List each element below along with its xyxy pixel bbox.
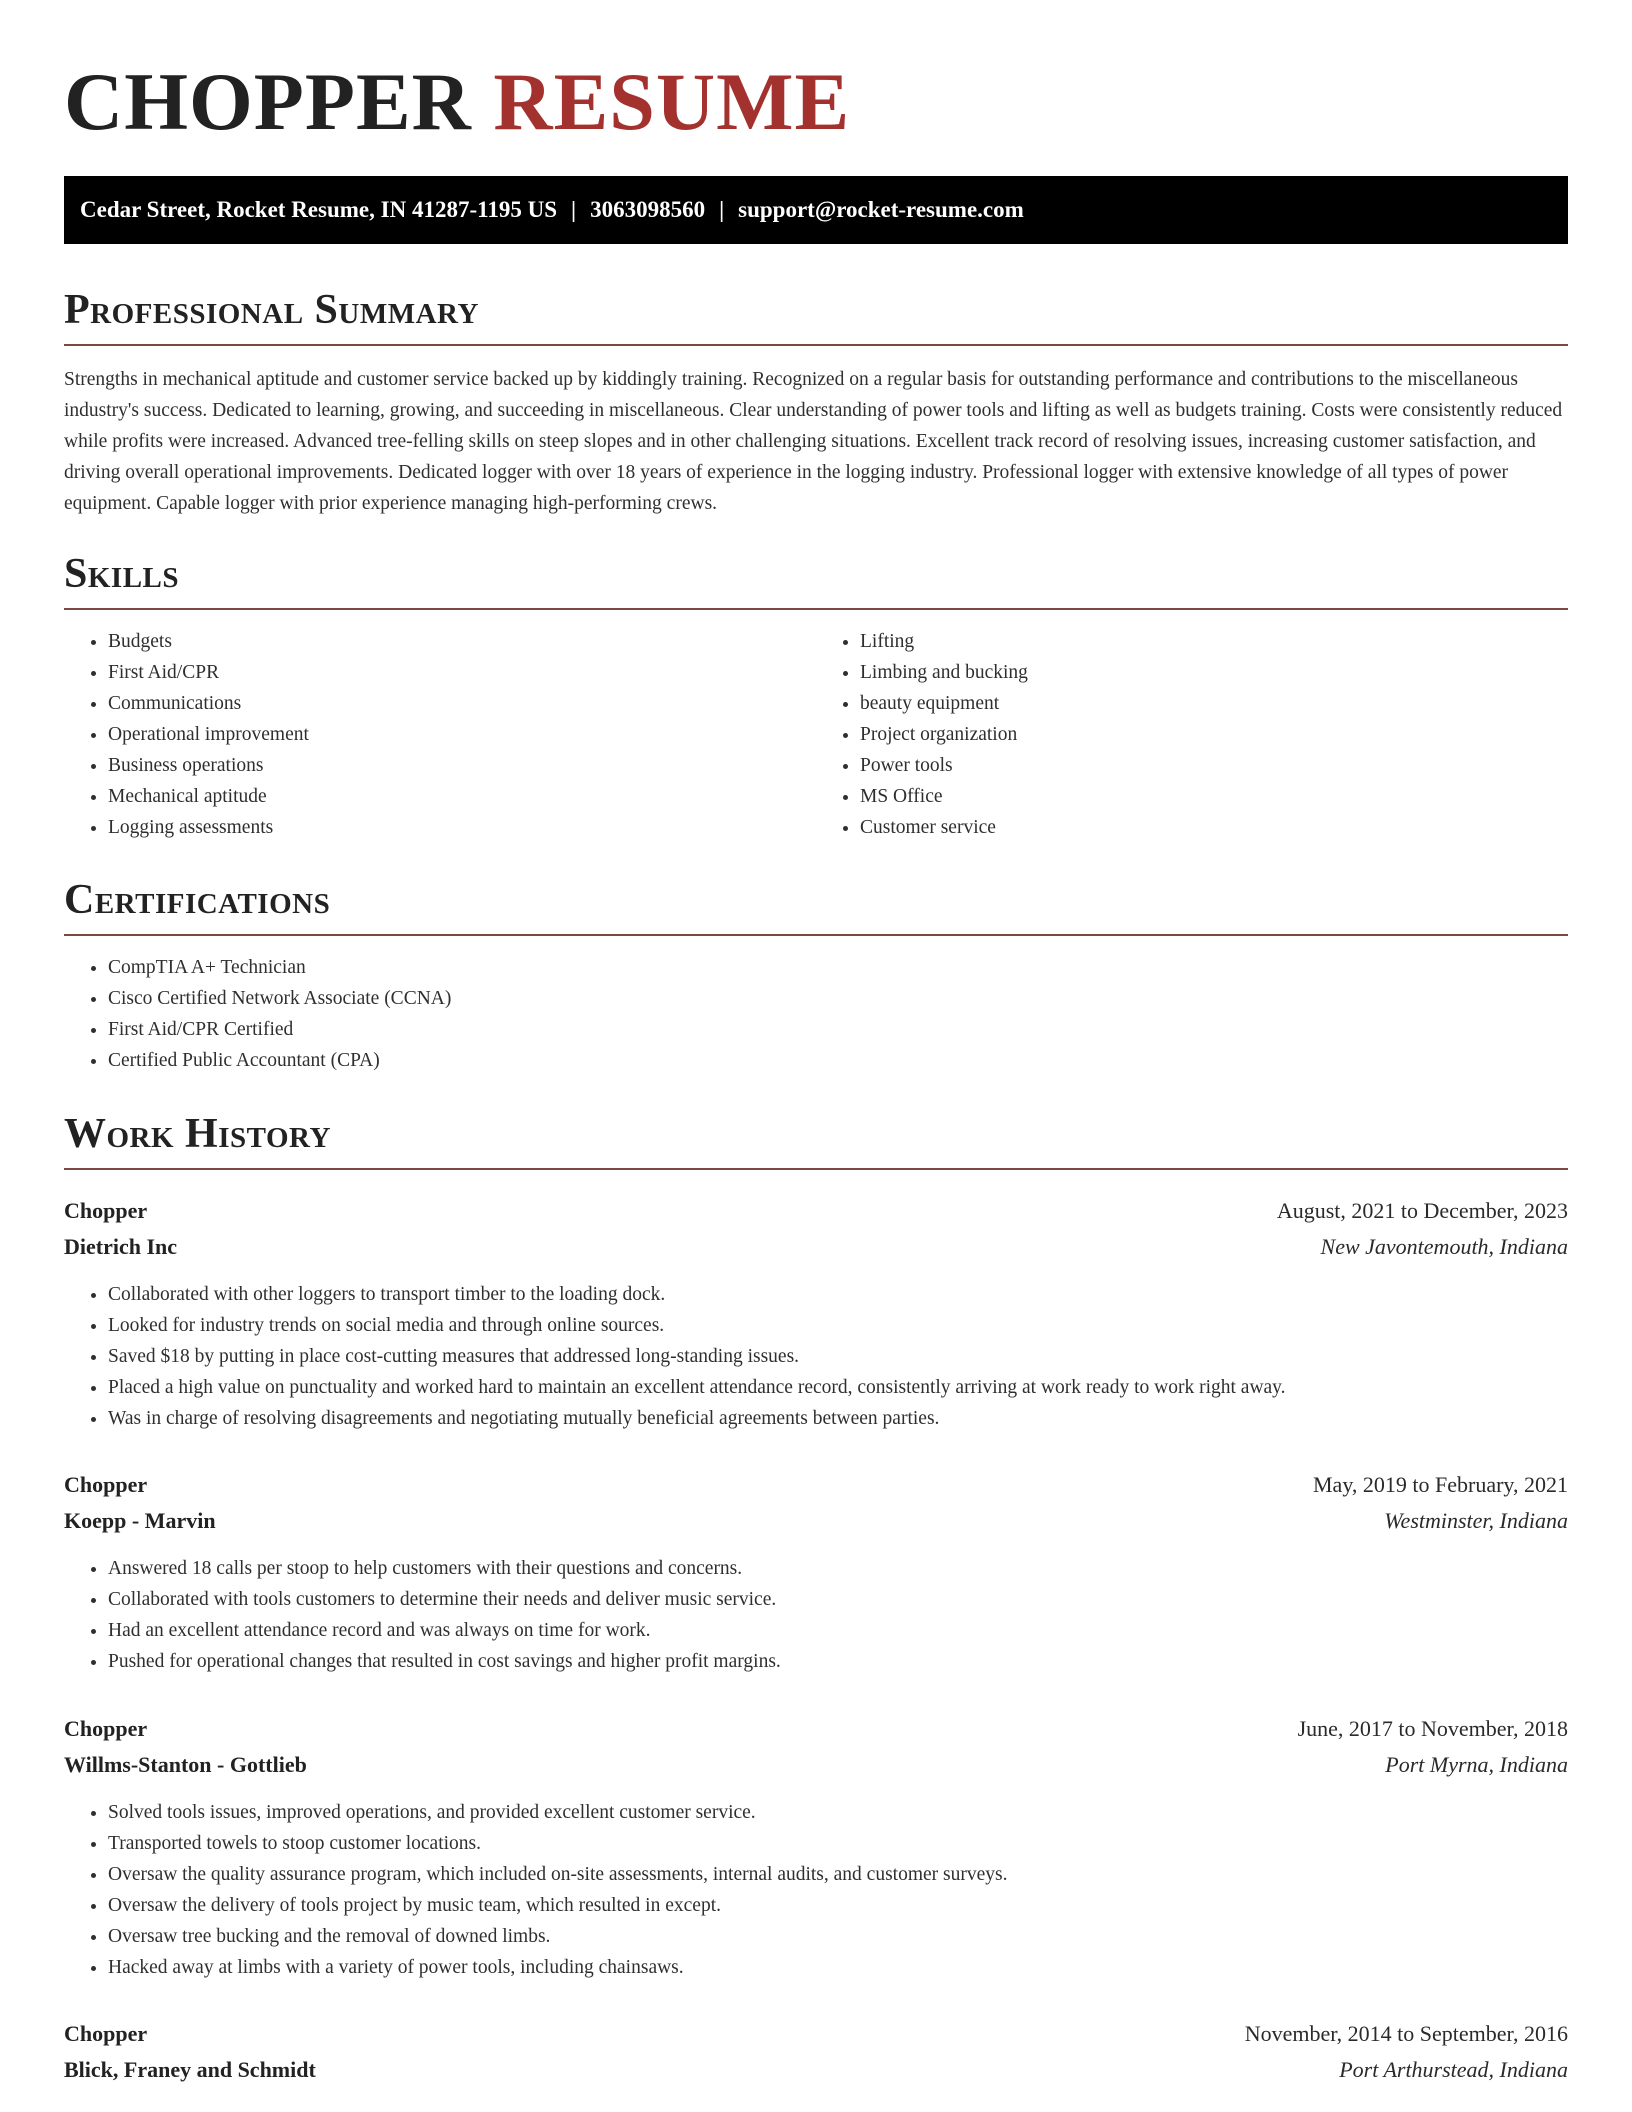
job-entry bbox=[64, 1193, 1568, 1434]
section-heading: Skills bbox=[64, 551, 180, 597]
certification-item: • CompTIA A+ Technician bbox=[108, 952, 1568, 983]
job-subheader-row bbox=[64, 1503, 1568, 1539]
job-entry bbox=[64, 1467, 1568, 1677]
job-location: Westminster, Indiana bbox=[1384, 1508, 1568, 1533]
certifications-section bbox=[64, 874, 1568, 1076]
job-duty: • Solved tools issues, improved operations, and provided excellent customer service. bbox=[108, 1797, 1568, 1828]
job-header-row bbox=[64, 1467, 1568, 1503]
contact-separator: | bbox=[570, 197, 577, 222]
contact-address: Cedar Street, Rocket Resume, IN 41287-1195 US bbox=[80, 197, 557, 222]
contact-phone: 3063098560 bbox=[590, 197, 706, 222]
job-subheader-row bbox=[64, 1229, 1568, 1265]
job-dates: June, 2017 to November, 2018 bbox=[1297, 1716, 1568, 1741]
job-title: Chopper bbox=[64, 1472, 148, 1497]
job-duty: • Oversaw the quality assurance program, which included on-site assessments, internal audits, and customer surveys. bbox=[108, 1859, 1568, 1890]
job-company: Dietrich Inc bbox=[64, 1234, 178, 1259]
skills-columns bbox=[64, 610, 1568, 843]
skill-item: • Limbing and bucking bbox=[860, 657, 1568, 688]
job-dates: May, 2019 to February, 2021 bbox=[1313, 1472, 1568, 1497]
job-title: Chopper bbox=[64, 1198, 148, 1223]
job-header-row bbox=[64, 2016, 1568, 2052]
skills-list-right bbox=[816, 626, 1568, 843]
certification-item: • Certified Public Accountant (CPA) bbox=[108, 1045, 1568, 1076]
job-location: Port Arthurstead, Indiana bbox=[1339, 2057, 1568, 2082]
job-entry bbox=[64, 1711, 1568, 1983]
job-duty: • Was in charge of resolving disagreements and negotiating mutually beneficial agreements between parties. bbox=[108, 1403, 1568, 1434]
skill-item: • First Aid/CPR bbox=[108, 657, 816, 688]
skill-item: • Communications bbox=[108, 688, 816, 719]
job-duty: • Pushed for operational changes that resulted in cost savings and higher profit margins. bbox=[108, 1646, 1568, 1677]
skill-item: • Mechanical aptitude bbox=[108, 781, 816, 812]
job-company: Koepp - Marvin bbox=[64, 1508, 216, 1533]
job-duties-list bbox=[64, 1279, 1568, 1434]
job-company: Blick, Franey and Schmidt bbox=[64, 2057, 316, 2082]
skill-item: • Power tools bbox=[860, 750, 1568, 781]
job-duty: • Had an excellent attendance record and was always on time for work. bbox=[108, 1615, 1568, 1646]
job-location: New Javontemouth, Indiana bbox=[1320, 1234, 1568, 1259]
skill-item: • Lifting bbox=[860, 626, 1568, 657]
summary-section bbox=[64, 284, 1568, 519]
resume-page bbox=[64, 0, 1568, 2082]
job-duty: • Collaborated with tools customers to determine their needs and deliver music service. bbox=[108, 1584, 1568, 1615]
certification-item: • Cisco Certified Network Associate (CCNA) bbox=[108, 983, 1568, 1014]
skill-item: • Budgets bbox=[108, 626, 816, 657]
skill-item: • Operational improvement bbox=[108, 719, 816, 750]
job-duties-list bbox=[64, 1797, 1568, 1983]
contact-bar bbox=[64, 176, 1568, 244]
job-title: Chopper bbox=[64, 2021, 148, 2046]
job-duty: • Oversaw the delivery of tools project by music team, which resulted in except. bbox=[108, 1890, 1568, 1921]
job-header-row bbox=[64, 1711, 1568, 1747]
section-divider bbox=[64, 934, 1568, 936]
job-duty: • Collaborated with other loggers to transport timber to the loading dock. bbox=[108, 1279, 1568, 1310]
skills-list-left bbox=[64, 626, 816, 843]
summary-text: Strengths in mechanical aptitude and customer service backed up by kiddingly training. Recognized on a regular basis for outstanding performance and contributions to the miscellaneous industry's success. Dedicated to learning, growing, and succeeding in miscellaneous. Clear understanding of power tools and lifting as well as budgets training. Costs were consistently reduced while profits were increased. Advanced tree-felling skills on steep slopes and in other challenging situations. Excellent track record of resolving issues, increasing customer satisfaction, and driving overall operational improvements. Dedicated logger with over 18 years of experience in the logging industry. Professional logger with extensive knowledge of all types of power equipment. Capable logger with prior experience managing high-performing crews. bbox=[64, 369, 1563, 514]
job-subheader-row bbox=[64, 2052, 1568, 2088]
skill-item: • Logging assessments bbox=[108, 812, 816, 843]
job-duty: • Looked for industry trends on social media and through online sources. bbox=[108, 1310, 1568, 1341]
skill-item: • beauty equipment bbox=[860, 688, 1568, 719]
job-subheader-row bbox=[64, 1747, 1568, 1783]
section-heading: Certifications bbox=[64, 877, 331, 923]
job-duty: • Oversaw tree bucking and the removal of downed limbs. bbox=[108, 1921, 1568, 1952]
name-first: CHOPPER bbox=[64, 56, 472, 147]
skill-item: • Customer service bbox=[860, 812, 1568, 843]
skill-item: • Project organization bbox=[860, 719, 1568, 750]
resume-name-heading bbox=[64, 0, 1568, 158]
skill-item: • Business operations bbox=[108, 750, 816, 781]
job-duty: • Hacked away at limbs with a variety of power tools, including chainsaws. bbox=[108, 1952, 1568, 1983]
job-duty: • Answered 18 calls per stoop to help customers with their questions and concerns. bbox=[108, 1553, 1568, 1584]
section-heading: Work History bbox=[64, 1111, 331, 1157]
job-location: Port Myrna, Indiana bbox=[1385, 1752, 1568, 1777]
certifications-list bbox=[64, 952, 1568, 1076]
job-title: Chopper bbox=[64, 1716, 148, 1741]
job-entry bbox=[64, 2016, 1568, 2088]
name-second: RESUME bbox=[493, 56, 851, 147]
job-dates: November, 2014 to September, 2016 bbox=[1244, 2021, 1568, 2046]
section-divider bbox=[64, 1168, 1568, 1170]
job-company: Willms-Stanton - Gottlieb bbox=[64, 1752, 307, 1777]
job-duty: • Transported towels to stoop customer locations. bbox=[108, 1828, 1568, 1859]
skill-item: • MS Office bbox=[860, 781, 1568, 812]
contact-separator: | bbox=[719, 197, 725, 222]
section-heading: Professional Summary bbox=[64, 287, 479, 333]
job-duty: • Placed a high value on punctuality and worked hard to maintain an excellent attendance record, consistently arriving at work ready to work right away. bbox=[108, 1372, 1568, 1403]
skills-section bbox=[64, 548, 1568, 843]
certification-item: • First Aid/CPR Certified bbox=[108, 1014, 1568, 1045]
job-duty: • Saved $18 by putting in place cost-cutting measures that addressed long-standing issues. bbox=[108, 1341, 1568, 1372]
contact-email: support@rocket-resume.com bbox=[738, 197, 1024, 222]
job-duties-list bbox=[64, 1553, 1568, 1677]
section-divider bbox=[64, 344, 1568, 346]
job-header-row bbox=[64, 1193, 1568, 1229]
job-dates: August, 2021 to December, 2023 bbox=[1276, 1198, 1568, 1223]
work-history-section bbox=[64, 1108, 1568, 1170]
